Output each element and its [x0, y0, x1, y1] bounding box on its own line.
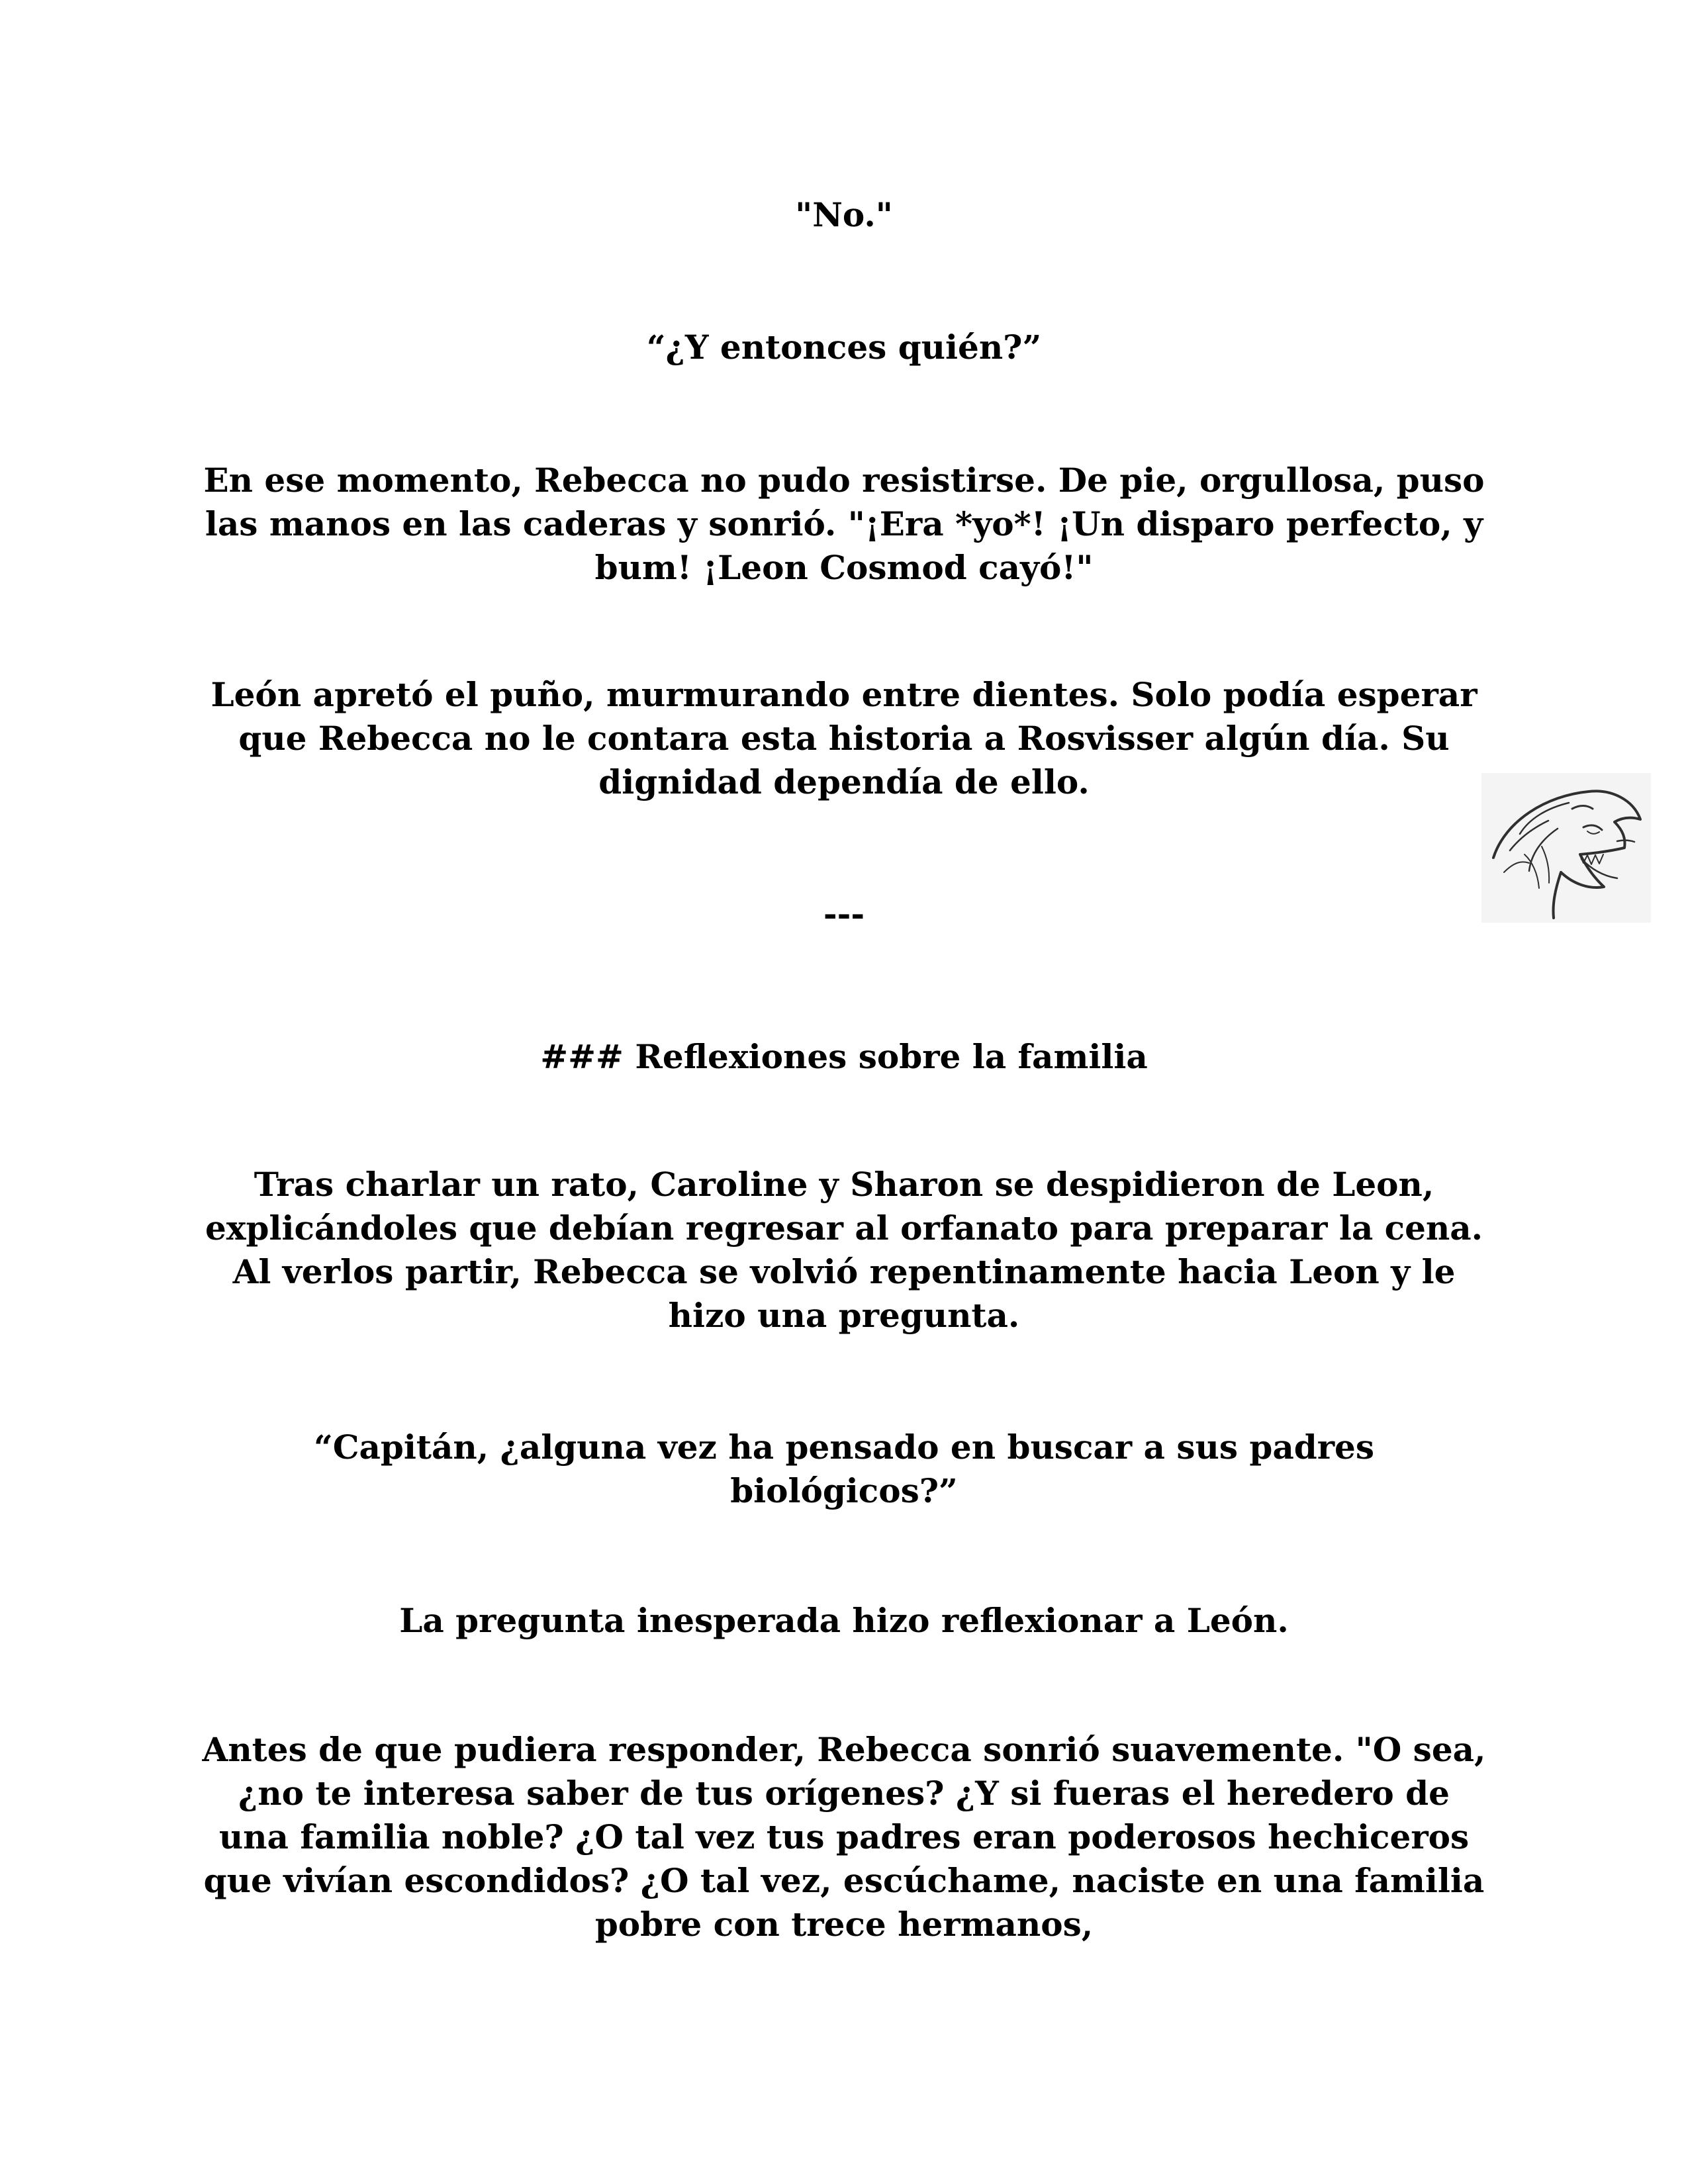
paragraph-question: “¿Y entonces quién?” — [646, 328, 1042, 367]
paragraph-farewell: Tras charlar un rato, Caroline y Sharon se despidieron de Leon, explicándoles que debían regresar al orfanato para preparar la cena. Al verlos partir, Rebecca se volvió repentinamente hacia Leon y le hizo una pregunta. — [205, 1165, 1483, 1335]
section-heading: ### Reflexiones sobre la familia — [540, 1037, 1148, 1076]
paragraph-rebecca-boast: En ese momento, Rebecca no pudo resistirse. De pie, orgullosa, puso las manos en las caderas y sonrió. "¡Era *yo*! ¡Un disparo perfecto, y bum! ¡Leon Cosmod cayó!" — [203, 461, 1485, 587]
paragraph-captain-question: “Capitán, ¿alguna vez ha pensado en buscar a sus padres biológicos?” — [313, 1428, 1375, 1510]
dinosaur-head-sketch-icon — [1481, 773, 1651, 923]
paragraph-rebecca-speculation: Antes de que pudiera responder, Rebecca sonrió suavemente. "O sea, ¿no te interesa saber de tus orígenes? ¿Y si fueras el heredero de una familia noble? ¿O tal vez tus padres eran poderosos hechiceros que vivían escondidos? ¿O tal vez, escúchame, naciste en una familia pobre con trece hermanos, — [202, 1730, 1486, 1944]
paragraph-leon-reaction: León apretó el puño, murmurando entre dientes. Solo podía esperar que Rebecca no le contara esta historia a Rosvisser algún día. Su dignidad dependía de ello. — [211, 675, 1477, 801]
section-divider: --- — [823, 894, 865, 933]
paragraph-reflection: La pregunta inesperada hizo reflexionar a León. — [399, 1601, 1289, 1640]
paragraph-no: "No." — [795, 195, 893, 234]
